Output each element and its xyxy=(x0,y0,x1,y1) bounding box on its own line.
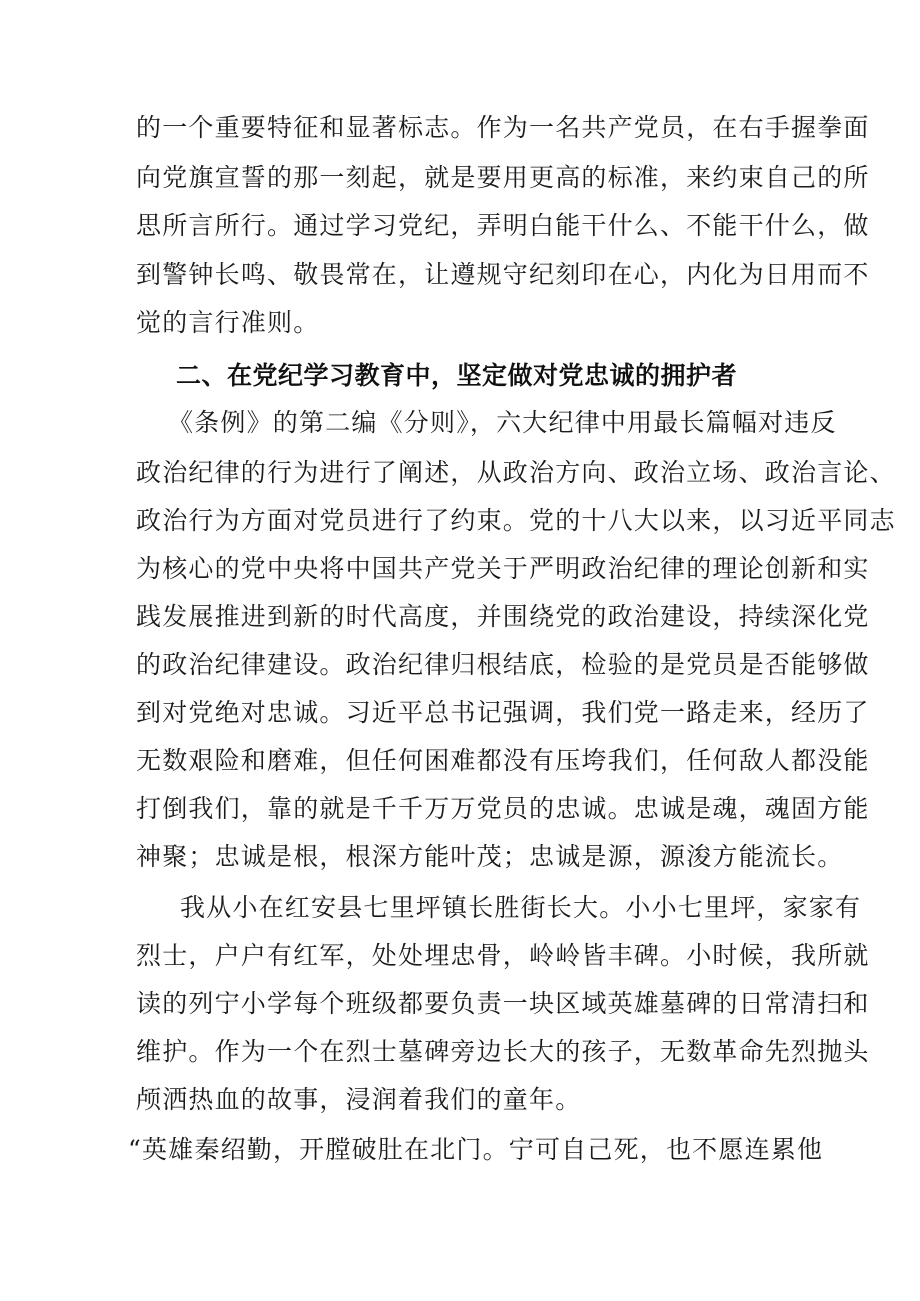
paragraph-2-line-5: 践发展推进到新的时代高度，并围绕党的政治建设，持续深化党 xyxy=(136,602,870,631)
paragraph-2-line-4: 为核心的党中央将中国共产党关于严明政治纪律的理论创新和实 xyxy=(136,554,870,583)
paragraph-2-line-9: 打倒我们，靠的就是千千万万党员的忠诚。忠诚是魂，魂固方能 xyxy=(136,794,870,823)
paragraph-1-line-2: 向党旗宣誓的那一刻起，就是要用更高的标准，来约束自己的所 xyxy=(136,163,870,192)
paragraph-2-line-8: 无数艰险和磨难，但任何困难都没有压垮我们，任何敌人都没能 xyxy=(136,746,870,775)
paragraph-1-line-4: 到警钟长鸣、敬畏常在，让遵规守纪刻印在心，内化为日用而不 xyxy=(136,260,870,289)
paragraph-2-line-7: 到对党绝对忠诚。习近平总书记强调，我们党一路走来，经历了 xyxy=(136,698,870,727)
section-heading: 二、在党纪学习教育中，坚定做对党忠诚的拥护者 xyxy=(176,361,738,390)
paragraph-2-line-2: 政治纪律的行为进行了阐述，从政治方向、政治立场、政治言论、 xyxy=(136,458,896,487)
paragraph-2-line-10: 神聚；忠诚是根，根深方能叶茂；忠诚是源，源浚方能流长。 xyxy=(136,842,844,871)
paragraph-2-line-1: 《条例》的第二编《分则》，六大纪律中用最长篇幅对违反 xyxy=(168,408,837,437)
paragraph-3-line-2: 烈士，户户有红军，处处埋忠骨，岭岭皆丰碑。小时候，我所就 xyxy=(136,941,870,970)
paragraph-4-line-1: “英雄秦绍勤，开膛破肚在北门。宁可自己死，也不愿连累他 xyxy=(128,1135,824,1164)
paragraph-1-line-3: 思所言所行。通过学习党纪，弄明白能干什么、不能干什么，做 xyxy=(136,211,870,240)
paragraph-3-line-1: 我从小在红安县七里坪镇长胜街长大。小小七里坪，家家有 xyxy=(180,893,862,922)
paragraph-1-line-1: 的一个重要特征和显著标志。作为一名共产党员，在右手握拳面 xyxy=(136,113,870,142)
paragraph-2-line-3: 政治行为方面对党员进行了约束。党的十八大以来，以习近平同志 xyxy=(136,506,896,535)
paragraph-3-line-4: 维护。作为一个在烈士墓碑旁边长大的孩子，无数革命先烈抛头 xyxy=(136,1037,870,1066)
paragraph-2-line-6: 的政治纪律建设。政治纪律归根结底，检验的是党员是否能够做 xyxy=(136,650,870,679)
paragraph-1-line-5: 觉的言行准则。 xyxy=(136,308,320,337)
paragraph-3-line-3: 读的列宁小学每个班级都要负责一块区域英雄墓碑的日常清扫和 xyxy=(136,989,870,1018)
paragraph-3-line-5: 颅洒热血的故事，浸润着我们的童年。 xyxy=(136,1085,582,1114)
